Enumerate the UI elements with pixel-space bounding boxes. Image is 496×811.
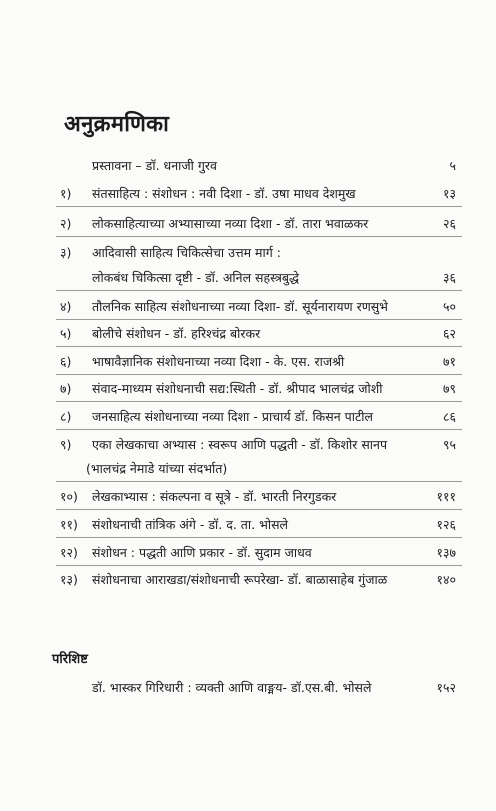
toc-number: ५): [60, 326, 72, 341]
toc-number: ७): [60, 381, 72, 396]
toc-title: संशोधनाची तांत्रिक अंगे - डॉ. द. ता. भोसले: [92, 517, 289, 532]
toc-title: बोलीचे संशोधन - डॉ. हरिश्चंद्र बोरकर: [92, 326, 261, 341]
toc-page-number: १३७: [436, 545, 456, 560]
toc-row-appendix: [0, 675, 496, 701]
toc-title: जनसाहित्य संशोधनाच्या नव्या दिशा - प्राचार्य डॉ. किसन पाटील: [92, 409, 373, 424]
row-divider: [56, 290, 462, 291]
toc-row: [0, 540, 496, 566]
toc-row: [0, 567, 496, 593]
appendix-heading: परिशिष्ट: [52, 652, 88, 667]
toc-row-preface: [0, 153, 496, 179]
toc-page-number: २६: [442, 216, 456, 231]
toc-row: [0, 240, 496, 266]
row-divider: [56, 537, 462, 538]
row-divider: [56, 509, 462, 510]
toc-row: [0, 432, 496, 458]
toc-row: [0, 512, 496, 538]
toc-page-number: ८६: [442, 409, 456, 424]
row-divider: [56, 206, 462, 207]
toc-number: ८): [60, 409, 72, 424]
toc-page-number: ७९: [442, 381, 456, 396]
toc-page-number: १३: [442, 186, 456, 201]
toc-title: संशोधन : पद्धती आणि प्रकार - डॉ. सुदाम जाधव: [92, 545, 312, 560]
toc-row: [0, 181, 496, 207]
row-divider: [56, 401, 462, 402]
toc-title: संवाद-माध्यम संशोधनाची सद्य:स्थिती - डॉ. श्रीपाद भालचंद्र जोशी: [92, 381, 383, 396]
toc-title: संतसाहित्य : संशोधन : नवी दिशा - डॉ. उषा माधव देशमुख: [92, 186, 356, 201]
toc-title: तौलनिक साहित्य संशोधनाच्या नव्या दिशा- डॉ. सूर्यनारायण रणसुभे: [92, 299, 388, 314]
toc-row: [0, 484, 496, 510]
toc-page-number: ५: [449, 158, 456, 173]
toc-row: [0, 456, 496, 482]
toc-page-number: ६२: [442, 326, 456, 341]
toc-title: एका लेखकाचा अभ्यास : स्वरूप आणि पद्धती - डॉ. किशोर सानप: [92, 437, 388, 452]
toc-title: संशोधनाचा आराखडा/संशोधनाची रूपरेखा- डॉ. बाळासाहेब गुंजाळ: [92, 572, 388, 587]
toc-title: भाषावैज्ञानिक संशोधनाच्या नव्या दिशा - के. एस. राजश्री: [92, 354, 345, 369]
toc-number: १२): [60, 545, 78, 560]
toc-number: ४): [60, 299, 72, 314]
toc-number: ११): [60, 517, 78, 532]
toc-number: २): [60, 216, 72, 231]
toc-row: [0, 349, 496, 375]
toc-row: [0, 376, 496, 402]
toc-row: [0, 404, 496, 430]
toc-number: १०): [60, 489, 78, 504]
toc-title: प्रस्तावना – डॉ. धनाजी गुरव: [92, 158, 217, 173]
row-divider: [56, 481, 462, 482]
row-divider: [56, 319, 462, 320]
toc-page-number: ९५: [442, 437, 456, 452]
toc-title: लेखकाभ्यास : संकल्पना व सूत्रे - डॉ. भारती निरगुडकर: [92, 489, 337, 504]
toc-title: (भालचंद्र नेमाडे यांच्या संदर्भात): [86, 461, 228, 476]
toc-number: १३): [60, 572, 78, 587]
row-divider: [56, 565, 462, 566]
toc-number: ९): [60, 437, 72, 452]
row-divider: [56, 429, 462, 430]
toc-page-number: १४०: [436, 572, 456, 587]
toc-title: लोकसाहित्याच्या अभ्यासाच्या नव्या दिशा - डॉ. तारा भवाळकर: [92, 216, 369, 231]
toc-row: [0, 265, 496, 291]
toc-page-number: ७१: [442, 354, 456, 369]
toc-title: आदिवासी साहित्य चिकित्सेचा उत्तम मार्ग :: [92, 245, 281, 260]
toc-page-number: १२६: [436, 517, 456, 532]
page-title: अनुक्रमणिका: [64, 112, 170, 137]
toc-number: ६): [60, 354, 72, 369]
row-divider: [56, 346, 462, 347]
toc-page-number: १११: [436, 489, 456, 504]
toc-row: [0, 321, 496, 347]
toc-title: डॉ. भास्कर गिरिधारी : व्यक्ती आणि वाङ्मय- डॉ.एस.बी. भोसले: [92, 680, 372, 695]
row-divider: [56, 236, 462, 237]
toc-row: [0, 294, 496, 320]
toc-number: ३): [60, 245, 72, 260]
toc-row: [0, 211, 496, 237]
toc-number: १): [60, 186, 72, 201]
toc-page-number: ३६: [442, 270, 456, 285]
toc-page-number: १५२: [436, 680, 456, 695]
row-divider: [56, 374, 462, 375]
toc-page-number: ५०: [442, 299, 456, 314]
toc-title: लोकबंध चिकित्सा दृष्टी - डॉ. अनिल सहस्त्रबुद्धे: [92, 270, 300, 285]
